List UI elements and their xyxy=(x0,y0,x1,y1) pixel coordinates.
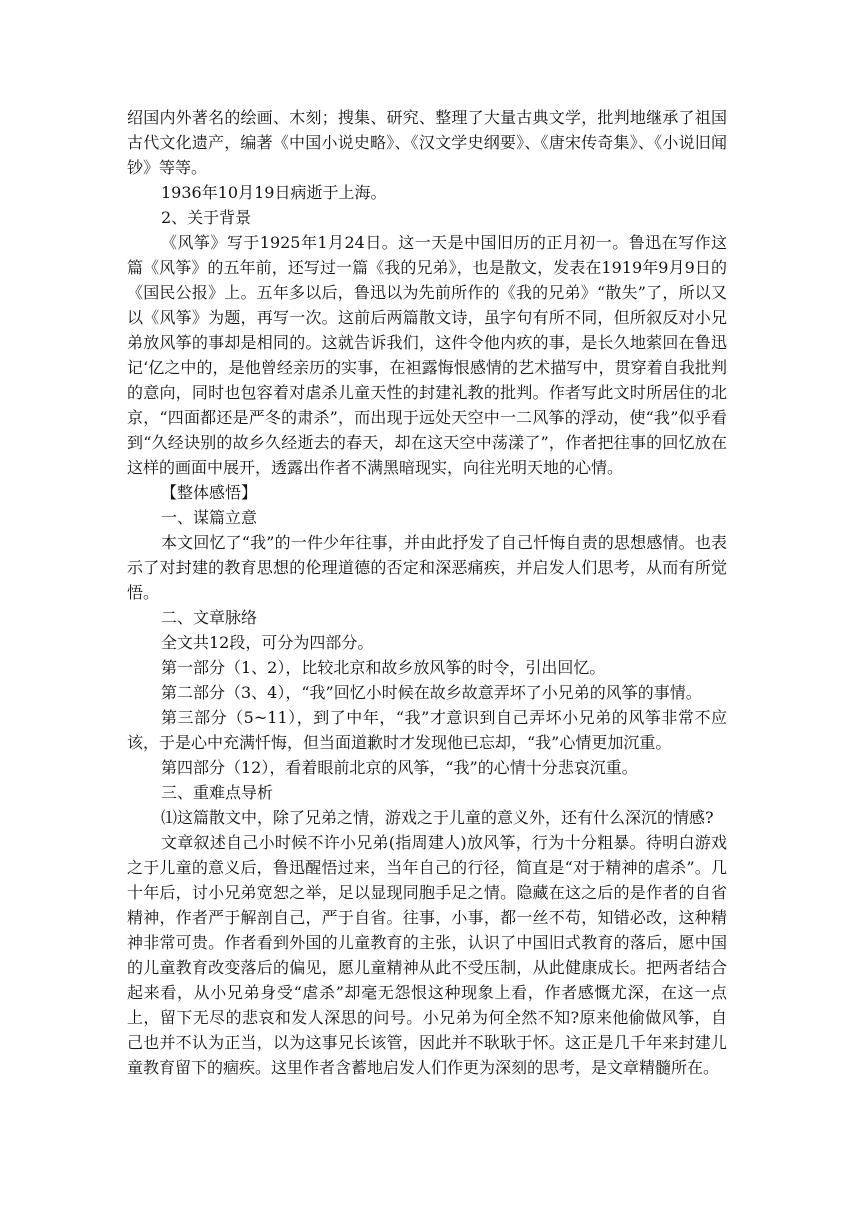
section-heading-intent: 一、谋篇立意 xyxy=(161,508,258,527)
paragraph-answer: 文章叙述自己小时候不许小兄弟(指周建人)放风筝，行为十分粗暴。待明白游戏之于儿童的意义后，鲁迅醒悟过来，当年自己的行径，简直是“对于精神的虐杀”。几十年后，讨小兄弟宽恕之举，足以显现同胞手足之情。隐藏在这之后的是作者的自省精神，作者严于解剖自己，严于自省。往事，小事，都一丝不苟，知错必改，这种精神非常可贵。作者看到外国的儿童教育的主张，认识了中国旧式教育的落后，愿中国的儿童教育改变落后的偏见，愿儿童精神从此不受压制，从此健康成长。把两者结合起来看，从小兄弟身受“虐杀”却毫无怨恨这种现象上看，作者感慨尤深，在这一点上，留下无尽的悲哀和发人深思的问号。小兄弟为何全然不知?原来他偷做风筝，自己也并不认为正当，以为这事兄长该管，因此并不耿耿于怀。这正是几千年来封建儿童教育留下的痼疾。这里作者含蓄地启发人们作更为深刻的思考，是文章精髓所在。 xyxy=(127,833,727,1077)
paragraph-part-four: 第四部分（12），看着眼前北京的风筝，“我”的心情十分悲哀沉重。 xyxy=(161,758,638,777)
section-heading-structure: 二、文章脉络 xyxy=(161,608,258,627)
paragraph-question: ⑴这篇散文中，除了兄弟之情，游戏之于儿童的意义外，还有什么深沉的情感? xyxy=(161,808,714,827)
paragraph-intent: 本文回忆了“我”的一件少年往事，并由此抒发了自己忏悔自责的思想感情。也表示了对封建的教育思想的伦理道德的否定和深恶痛疾，并启发人们思考，从而有所觉悟。 xyxy=(127,533,727,602)
paragraph-continuation: 绍国内外著名的绘画、木刻；搜集、研究、整理了大量古典文学，批判地继承了祖国古代文化遗产，编著《中国小说史略》、《汉文学史纲要》、《唐宋传奇集》、《小说旧闻钞》等等。 xyxy=(127,108,727,177)
section-heading-overall: 【整体感悟】 xyxy=(161,483,258,502)
paragraph-part-three: 第三部分（5~11），到了中年，“我”才意识到自己弄坏小兄弟的风筝非常不应该，于是心中充满忏悔，但当面道歉时才发现他已忘却，“我”心情更加沉重。 xyxy=(127,708,727,752)
paragraph-part-two: 第二部分（3、4），“我”回忆小时候在故乡故意弄坏了小兄弟的风筝的事情。 xyxy=(161,683,702,702)
section-heading-analysis: 三、重难点导析 xyxy=(161,783,274,802)
section-heading-background: 2、关于背景 xyxy=(161,208,252,227)
paragraph-part-one: 第一部分（1、2），比较北京和故乡放风筝的时令，引出回忆。 xyxy=(161,658,606,677)
document-page xyxy=(127,105,727,1080)
paragraph-death-date: 1936年10月19日病逝于上海。 xyxy=(161,183,387,202)
paragraph-structure-summary: 全文共12段，可分为四部分。 xyxy=(161,633,374,652)
paragraph-background: 《风筝》写于1925年1月24日。这一天是中国旧历的正月初一。鲁迅在写作这篇《风筝》的五年前，还写过一篇《我的兄弟》，也是散文，发表在1919年9月9日的《国民公报》上。五年多以后，鲁迅以为先前所作的《我的兄弟》“散失”了，所以又以《风筝》为题，再写一次。这前后两篇散文诗，虽字句有所不同，但所叙反对小兄弟放风筝的事却是相同的。这就告诉我们，这件令他内疚的事，是长久地萦回在鲁迅记‘亿之中的，是他曾经亲历的实事，在袒露悔恨感情的艺术描写中，贯穿着自我批判的意向，同时也包容着对虐杀儿童天性的封建礼教的批判。作者写此文时所居住的北京，“四面都还是严冬的肃杀”，而出现于远处天空中一二风筝的浮动，使“我”似乎看到“久经诀别的故乡久经逝去的春天，却在这天空中荡漾了”，作者把往事的回忆放在这样的画面中展开，透露出作者不满黑暗现实，向往光明天地的心情。 xyxy=(127,233,727,477)
